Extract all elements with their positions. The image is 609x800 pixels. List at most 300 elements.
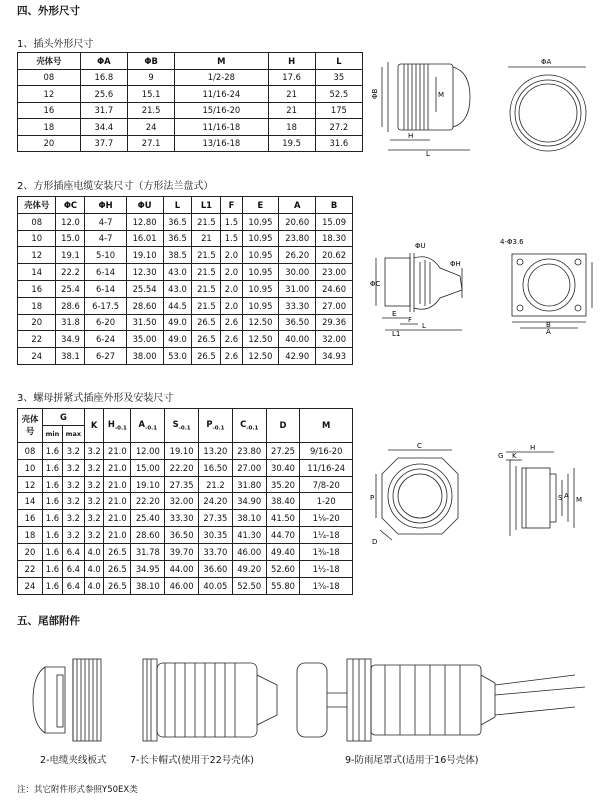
table-cell: 16.01 <box>126 230 163 247</box>
table-cell: 1¹⁄₄-18 <box>300 527 353 544</box>
table-cell: 28.60 <box>126 297 163 314</box>
header-cell: ΦU <box>126 197 163 214</box>
table-cell: 20 <box>18 544 43 561</box>
table-cell: 38.10 <box>232 510 266 527</box>
table-cell: 36.50 <box>279 314 316 331</box>
table-cell: 14 <box>18 493 43 510</box>
table-cell: 6-14 <box>85 280 126 297</box>
table-cell: 21.5 <box>127 102 174 119</box>
table-cell: 26.5 <box>104 577 131 594</box>
square-subtitle: 2、方形插座电缆安装尺寸（方形法兰盘式） <box>17 181 214 192</box>
table-cell: 49.0 <box>163 331 192 348</box>
header-cell: ΦC <box>56 197 85 214</box>
table-cell: 44.00 <box>165 561 199 578</box>
table-cell: 3.2 <box>84 493 103 510</box>
table-cell: 19.10 <box>165 442 199 459</box>
table-cell: 12.50 <box>242 314 279 331</box>
nut-table-body <box>18 442 353 594</box>
table-cell: 4.0 <box>84 544 103 561</box>
header-cell: M <box>175 53 268 70</box>
table-cell: 21 <box>192 230 221 247</box>
table-cell: 1.6 <box>43 577 63 594</box>
table-cell: 7/8-20 <box>300 476 353 493</box>
caption-rain-cover: 9-防雨尾罩式(适用于16号壳体) <box>345 755 479 766</box>
table-cell: 6.4 <box>62 577 84 594</box>
header-cell: A <box>279 197 316 214</box>
table-cell: 26.5 <box>192 331 221 348</box>
table-cell: 38.1 <box>56 348 85 365</box>
plug-l-label: L <box>426 150 430 157</box>
table-cell: 10 <box>18 230 56 247</box>
table-cell: 10 <box>18 459 43 476</box>
table-row <box>18 442 353 459</box>
table-cell: 40.05 <box>199 577 233 594</box>
table-cell: 21.5 <box>192 247 221 264</box>
nut-side-drawing <box>496 440 596 550</box>
table-cell: 24.20 <box>199 493 233 510</box>
table-row <box>18 459 353 476</box>
table-cell: 21 <box>268 86 315 103</box>
table-cell: 23.80 <box>279 230 316 247</box>
plug-side-drawing <box>368 52 478 157</box>
table-cell: 41.30 <box>232 527 266 544</box>
table-cell: 23.80 <box>232 442 266 459</box>
table-cell: 23.00 <box>316 264 353 281</box>
square-flange-table <box>17 196 353 365</box>
table-cell: 34.93 <box>316 348 353 365</box>
header-cell: $S_{-0.1}$ <box>165 409 199 443</box>
table-cell: 40.00 <box>279 331 316 348</box>
table-cell: 11/16-18 <box>175 119 268 136</box>
nut-g-label: G <box>498 452 504 460</box>
table-row <box>18 561 353 578</box>
table-cell: 3.2 <box>62 476 84 493</box>
header-cell: $A_{-0.1}$ <box>131 409 165 443</box>
table-cell: 31.6 <box>315 135 362 152</box>
table-cell: 18 <box>268 119 315 136</box>
plug-b-label: ΦB <box>371 88 379 99</box>
table-cell: 2.0 <box>221 247 242 264</box>
table-row <box>18 280 353 297</box>
table-cell: 19.10 <box>131 476 165 493</box>
table-row <box>18 86 363 103</box>
table-cell: 2.6 <box>221 331 242 348</box>
table-cell: 6-24 <box>85 331 126 348</box>
table-cell: 29.36 <box>316 314 353 331</box>
square-e-label: E <box>392 310 397 318</box>
header-cell: D <box>266 409 300 443</box>
table-cell: 4-7 <box>85 213 126 230</box>
table-header-row <box>18 197 353 214</box>
table-cell: 26.5 <box>192 314 221 331</box>
square-l1-label: L1 <box>392 330 401 338</box>
table-cell: 52.60 <box>266 561 300 578</box>
table-cell: 52.5 <box>315 86 362 103</box>
table-cell: 1.6 <box>43 493 63 510</box>
nut-h-label: H <box>530 444 536 452</box>
table-cell: 21.5 <box>192 280 221 297</box>
table-cell: 1⁵⁄₈-18 <box>300 577 353 594</box>
caption-long-cap: 7-长卡帽式(使用于22号壳体) <box>130 755 254 766</box>
footnote: 注：其它附件形式参照Y50EX类 <box>17 785 138 795</box>
table-cell: 12.00 <box>131 442 165 459</box>
plug-dimension-table <box>17 52 363 152</box>
table-cell: 31.00 <box>279 280 316 297</box>
table-cell: 32.00 <box>316 331 353 348</box>
plug-front-drawing <box>498 55 598 155</box>
table-cell: 26.20 <box>279 247 316 264</box>
table-cell: 15/16-20 <box>175 102 268 119</box>
table-cell: 27.00 <box>316 297 353 314</box>
table-header-row <box>18 409 353 426</box>
nut-front-drawing <box>370 438 485 548</box>
square-side-drawing <box>370 228 495 338</box>
table-cell: 11/16-24 <box>300 459 353 476</box>
table-cell: 43.0 <box>163 264 192 281</box>
table-cell: 27.35 <box>165 476 199 493</box>
table-cell: 1¹⁄₂-18 <box>300 561 353 578</box>
square-a-label: A <box>546 328 551 334</box>
square-table-body <box>18 213 353 364</box>
table-cell: 175 <box>315 102 362 119</box>
table-cell: 24.60 <box>316 280 353 297</box>
table-cell: 18.30 <box>316 230 353 247</box>
table-cell: 10.95 <box>242 213 279 230</box>
table-row <box>18 297 353 314</box>
section-title-dimensions: 四、外形尺寸 <box>17 5 80 17</box>
table-cell: 25.54 <box>126 280 163 297</box>
table-header-row <box>18 53 363 70</box>
table-cell: 9/16-20 <box>300 442 353 459</box>
header-cell: $H_{-0.1}$ <box>104 409 131 443</box>
table-cell: 3.2 <box>62 510 84 527</box>
table-cell: 27.2 <box>315 119 362 136</box>
table-cell: 19.5 <box>268 135 315 152</box>
table-cell: 37.7 <box>80 135 127 152</box>
table-cell: 1.6 <box>43 527 63 544</box>
table-cell: 31.7 <box>80 102 127 119</box>
header-cell: B <box>316 197 353 214</box>
header-cell: G <box>43 409 85 426</box>
table-cell: 49.20 <box>232 561 266 578</box>
table-cell: 13/16-18 <box>175 135 268 152</box>
table-cell: 24 <box>18 348 56 365</box>
table-cell: 38.40 <box>266 493 300 510</box>
table-cell: 21.0 <box>104 459 131 476</box>
table-cell: 22 <box>18 561 43 578</box>
square-b-label: B <box>546 321 551 329</box>
table-cell: 16.50 <box>199 459 233 476</box>
table-cell: 15.09 <box>316 213 353 230</box>
table-cell: 20.60 <box>279 213 316 230</box>
plug-table-body <box>18 69 363 152</box>
table-cell: 24 <box>127 119 174 136</box>
table-cell: 33.70 <box>199 544 233 561</box>
table-cell: 53.0 <box>163 348 192 365</box>
table-cell: 18 <box>18 527 43 544</box>
table-cell: 30.00 <box>279 264 316 281</box>
table-cell: 15.1 <box>127 86 174 103</box>
table-cell: 31.78 <box>131 544 165 561</box>
table-cell: 1-20 <box>300 493 353 510</box>
table-cell: 6-20 <box>85 314 126 331</box>
table-cell: 21.5 <box>192 264 221 281</box>
table-cell: 20 <box>18 314 56 331</box>
table-cell: 1.5 <box>221 230 242 247</box>
table-cell: 25.40 <box>131 510 165 527</box>
section-title-tail: 五、尾部附件 <box>17 615 80 627</box>
table-cell: 1³⁄₈-18 <box>300 544 353 561</box>
nut-socket-table <box>17 408 353 595</box>
table-cell: 31.8 <box>56 314 85 331</box>
table-cell: 22.20 <box>165 459 199 476</box>
table-cell: 36.5 <box>163 213 192 230</box>
table-cell: 3.2 <box>84 442 103 459</box>
table-cell: 19.10 <box>126 247 163 264</box>
table-cell: 21.5 <box>192 213 221 230</box>
table-cell: 31.80 <box>232 476 266 493</box>
table-cell: 16.8 <box>80 69 127 86</box>
square-holes-label: 4-Φ3.6 <box>500 238 524 246</box>
table-cell: 21.2 <box>199 476 233 493</box>
table-cell: 08 <box>18 69 81 86</box>
header-cell: $C_{-0.1}$ <box>232 409 266 443</box>
table-row <box>18 331 353 348</box>
table-cell: 32.00 <box>165 493 199 510</box>
table-cell: 35 <box>315 69 362 86</box>
table-cell: 36.50 <box>165 527 199 544</box>
table-cell: 2.0 <box>221 264 242 281</box>
table-cell: 30.35 <box>199 527 233 544</box>
table-cell: 10.95 <box>242 247 279 264</box>
table-cell: 12.50 <box>242 331 279 348</box>
table-cell: 4.0 <box>84 561 103 578</box>
table-cell: 2.6 <box>221 348 242 365</box>
table-cell: 1.6 <box>43 561 63 578</box>
table-cell: 36.60 <box>199 561 233 578</box>
table-row <box>18 510 353 527</box>
table-cell: 3.2 <box>62 459 84 476</box>
table-cell: 12.0 <box>56 213 85 230</box>
header-cell: min <box>43 425 63 442</box>
table-cell: 2.6 <box>221 314 242 331</box>
table-cell: 21.5 <box>192 297 221 314</box>
header-cell: ΦB <box>127 53 174 70</box>
nut-a-label: A <box>564 492 569 500</box>
table-cell: 3.2 <box>84 476 103 493</box>
header-cell: ΦA <box>80 53 127 70</box>
table-cell: 4-7 <box>85 230 126 247</box>
table-cell: 27.00 <box>232 459 266 476</box>
table-cell: 33.30 <box>165 510 199 527</box>
nut-m-label: M <box>576 496 583 504</box>
table-cell: 18 <box>18 119 81 136</box>
header-cell: max <box>62 425 84 442</box>
table-cell: 15.00 <box>131 459 165 476</box>
table-cell: 1¹⁄₈-20 <box>300 510 353 527</box>
header-cell: L <box>315 53 362 70</box>
header-cell: 壳体号 <box>18 53 81 70</box>
table-cell: 44.5 <box>163 297 192 314</box>
header-cell: M <box>300 409 353 443</box>
table-cell: 1.6 <box>43 510 63 527</box>
table-cell: 1/2-28 <box>175 69 268 86</box>
table-cell: 35.00 <box>126 331 163 348</box>
table-cell: 12.50 <box>242 348 279 365</box>
table-cell: 38.10 <box>131 577 165 594</box>
table-cell: 21.0 <box>104 476 131 493</box>
table-cell: 08 <box>18 213 56 230</box>
table-cell: 22.20 <box>131 493 165 510</box>
table-cell: 26.5 <box>104 561 131 578</box>
table-cell: 21.0 <box>104 493 131 510</box>
table-cell: 33.30 <box>279 297 316 314</box>
table-cell: 9 <box>127 69 174 86</box>
plug-m-label: M <box>438 91 445 99</box>
nut-p-label: P <box>370 494 375 502</box>
table-cell: 44.70 <box>266 527 300 544</box>
table-cell: 16 <box>18 102 81 119</box>
table-cell: 10.95 <box>242 230 279 247</box>
table-cell: 39.70 <box>165 544 199 561</box>
table-cell: 30.40 <box>266 459 300 476</box>
table-row <box>18 314 353 331</box>
table-cell: 42.90 <box>279 348 316 365</box>
table-cell: 46.00 <box>165 577 199 594</box>
table-row <box>18 69 363 86</box>
table-row <box>18 102 363 119</box>
table-cell: 13.20 <box>199 442 233 459</box>
table-row <box>18 247 353 264</box>
table-cell: 49.40 <box>266 544 300 561</box>
table-cell: 38.5 <box>163 247 192 264</box>
table-cell: 52.50 <box>232 577 266 594</box>
table-cell: 4.0 <box>84 577 103 594</box>
table-cell: 15.0 <box>56 230 85 247</box>
table-cell: 12 <box>18 247 56 264</box>
header-cell: H <box>268 53 315 70</box>
table-cell: 21.0 <box>104 510 131 527</box>
square-front-drawing <box>500 232 600 334</box>
header-cell: 壳体号 <box>18 197 56 214</box>
table-cell: 24 <box>18 577 43 594</box>
table-cell: 19.1 <box>56 247 85 264</box>
table-cell: 21.0 <box>104 442 131 459</box>
table-cell: 34.90 <box>232 493 266 510</box>
nut-subtitle: 3、螺母拼紧式插座外形及安装尺寸 <box>17 393 174 404</box>
table-cell: 12.80 <box>126 213 163 230</box>
table-cell: 11/16-24 <box>175 86 268 103</box>
table-cell: 12 <box>18 476 43 493</box>
square-f-label: F <box>408 316 413 324</box>
square-l-label: L <box>422 322 426 330</box>
table-cell: 6-17.5 <box>85 297 126 314</box>
table-cell: 26.5 <box>104 544 131 561</box>
header-cell: ΦH <box>85 197 126 214</box>
table-cell: 3.2 <box>84 459 103 476</box>
table-cell: 34.95 <box>131 561 165 578</box>
table-cell: 27.35 <box>199 510 233 527</box>
table-row <box>18 348 353 365</box>
table-cell: 1.6 <box>43 442 63 459</box>
nut-s-label: S <box>558 494 563 502</box>
table-cell: 3.2 <box>62 527 84 544</box>
plug-h-label: H <box>408 132 414 140</box>
table-cell: 26.5 <box>192 348 221 365</box>
table-cell: 3.2 <box>84 527 103 544</box>
square-u-label: ΦU <box>415 242 426 250</box>
table-cell: 38.00 <box>126 348 163 365</box>
table-cell: 21.0 <box>104 527 131 544</box>
nut-k-label: K <box>512 452 517 460</box>
square-c-label: ΦC <box>370 280 381 288</box>
table-cell: 1.6 <box>43 459 63 476</box>
nut-d-label: D <box>372 538 378 546</box>
table-cell: 27.1 <box>127 135 174 152</box>
table-cell: 3.2 <box>62 442 84 459</box>
table-row <box>18 230 353 247</box>
table-row <box>18 213 353 230</box>
table-cell: 36.5 <box>163 230 192 247</box>
plug-a-label: ΦA <box>541 58 552 66</box>
table-row <box>18 135 363 152</box>
table-cell: 6-14 <box>85 264 126 281</box>
table-cell: 28.60 <box>131 527 165 544</box>
plug-subtitle: 1、插头外形尺寸 <box>17 39 94 50</box>
table-row <box>18 264 353 281</box>
table-cell: 2.0 <box>221 297 242 314</box>
table-cell: 49.0 <box>163 314 192 331</box>
table-cell: 1.5 <box>221 213 242 230</box>
table-cell: 18 <box>18 297 56 314</box>
table-row <box>18 493 353 510</box>
table-row <box>18 544 353 561</box>
table-cell: 21 <box>268 102 315 119</box>
table-row <box>18 527 353 544</box>
table-cell: 6.4 <box>62 561 84 578</box>
table-cell: 41.50 <box>266 510 300 527</box>
header-cell: E <box>242 197 279 214</box>
table-cell: 20.62 <box>316 247 353 264</box>
table-cell: 08 <box>18 442 43 459</box>
table-cell: 16 <box>18 280 56 297</box>
table-cell: 10.95 <box>242 280 279 297</box>
table-cell: 20 <box>18 135 81 152</box>
table-cell: 55.80 <box>266 577 300 594</box>
table-cell: 2.0 <box>221 280 242 297</box>
table-cell: 12 <box>18 86 81 103</box>
table-cell: 14 <box>18 264 56 281</box>
caption-cable-clamp: 2-电缆夹线板式 <box>40 755 107 766</box>
table-cell: 12.30 <box>126 264 163 281</box>
table-cell: 16 <box>18 510 43 527</box>
table-cell: 1.6 <box>43 544 63 561</box>
table-cell: 28.6 <box>56 297 85 314</box>
table-cell: 1.6 <box>43 476 63 493</box>
table-cell: 22 <box>18 331 56 348</box>
table-row <box>18 476 353 493</box>
square-h-label: ΦH <box>450 260 461 268</box>
header-cell: L1 <box>192 197 221 214</box>
table-cell: 5-10 <box>85 247 126 264</box>
table-cell: 3.2 <box>84 510 103 527</box>
table-cell: 35.20 <box>266 476 300 493</box>
table-cell: 27.25 <box>266 442 300 459</box>
table-cell: 46.00 <box>232 544 266 561</box>
table-row <box>18 119 363 136</box>
header-cell: K <box>84 409 103 443</box>
table-cell: 25.6 <box>80 86 127 103</box>
